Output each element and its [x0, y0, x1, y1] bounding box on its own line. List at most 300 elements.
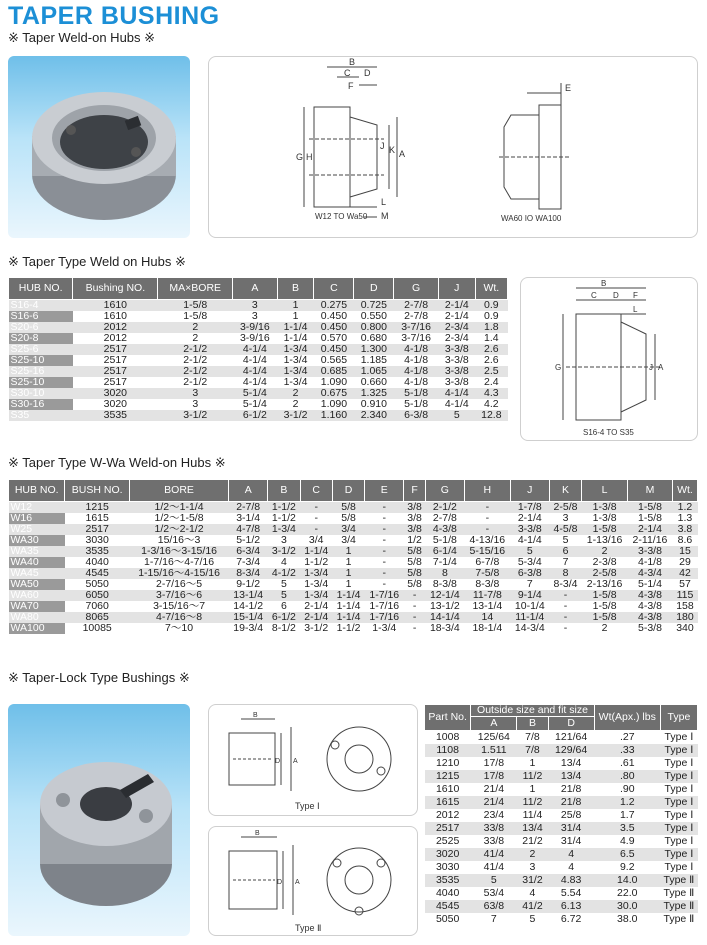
taper-weld-hub-table	[8, 277, 508, 421]
table-cell: 4-3/8	[628, 612, 673, 623]
table-cell: S16-4	[9, 300, 73, 312]
table-cell: 5	[510, 546, 549, 557]
table-cell: -	[485, 512, 490, 524]
table-header-cell: Wt.	[672, 480, 697, 502]
table-cell: 21/8	[548, 796, 594, 809]
table-cell: 8-3/8	[432, 578, 457, 590]
table-cell: 4.9	[619, 834, 635, 847]
table-cell: S35	[9, 410, 73, 421]
table-subheader-cell: B	[517, 717, 548, 731]
table-cell: 0.725	[354, 300, 394, 312]
table-cell: 5/8	[404, 546, 426, 557]
table-cell: 6-3/4	[229, 546, 268, 557]
table-header-cell: E	[365, 480, 404, 502]
table-cell: S16-6	[9, 311, 73, 322]
table-cell: 2-1/4	[304, 600, 329, 612]
table-cell: 6-1/2	[268, 612, 300, 623]
table-cell: 1-5/8	[183, 310, 208, 322]
table-cell: -	[382, 534, 386, 546]
table-cell: 41/4	[483, 860, 505, 873]
table-cell: 12-1/4	[425, 590, 464, 601]
table-cell: 3-1/4	[236, 512, 261, 524]
table-cell: 1-3/4	[300, 568, 332, 579]
table-cell: 1-13/16	[586, 534, 623, 546]
table-cell: 2.6	[475, 344, 507, 355]
table-cell: -	[365, 524, 404, 535]
table-cell: 13-1/4	[472, 600, 503, 612]
table-cell: Type Ⅰ	[664, 756, 694, 769]
table-cell: 10085	[82, 622, 112, 634]
table-cell: 12.8	[475, 410, 507, 421]
table-cell: 2-7/8	[394, 300, 439, 312]
table-cell: 5/8	[407, 578, 422, 590]
table-cell: 1210	[435, 756, 460, 769]
table-cell: 31/4	[548, 822, 594, 835]
table-cell: 8-3/4	[553, 578, 578, 590]
table-cell: 3535	[73, 410, 158, 421]
table-cell: 4040	[435, 886, 460, 899]
table-cell: 2525	[435, 834, 460, 847]
table-cell: 2-7/16～5	[155, 578, 203, 590]
table-cell: 23/4	[483, 808, 505, 821]
table-cell: 6.13	[548, 900, 594, 913]
table-cell: 2.5	[475, 366, 507, 377]
dim-e-label: E	[565, 83, 572, 93]
table-cell: 1-3/4	[268, 524, 300, 535]
table-cell: 3-7/16	[394, 322, 439, 333]
table-cell: 5050	[435, 912, 460, 925]
table-cell: 2	[192, 332, 199, 344]
table-cell: 63/8	[471, 900, 517, 913]
s-dim-c-label: C	[591, 291, 597, 300]
table-cell: 6-3/8	[510, 568, 549, 579]
dim-j-label: J	[380, 141, 385, 151]
table-cell: 2-13/16	[586, 578, 623, 590]
table-cell: Type Ⅰ	[664, 730, 694, 743]
table-cell: 1-1/4	[332, 612, 364, 623]
table-cell: 5-1/8	[394, 388, 439, 399]
table-cell: 1	[345, 556, 352, 568]
section-heading-weld-on-hubs: ※ Taper Weld-on Hubs ※	[8, 30, 156, 45]
table-cell: 6050	[65, 590, 130, 601]
table-cell: 41/4	[471, 848, 517, 861]
table-cell: 6.5	[594, 848, 660, 861]
table-cell: 5-1/4	[233, 388, 278, 399]
table-cell: 129/64	[548, 744, 594, 757]
table-cell: 1-1/4	[277, 322, 314, 333]
table-cell: S20-8	[9, 333, 73, 344]
table-cell: -	[382, 578, 386, 590]
table-cell: 2-7/8	[229, 502, 268, 514]
table-row	[425, 809, 698, 822]
table-cell: 2012	[435, 808, 460, 821]
table-cell: 1-15/16～4-15/16	[129, 568, 228, 579]
table-cell: 4-3/8	[425, 524, 464, 535]
table-row	[425, 757, 698, 770]
type1-drawing-panel	[208, 704, 418, 816]
table-cell: 4-1/8	[638, 556, 662, 568]
table-cell: 1.511	[471, 744, 517, 757]
table-cell: 2517	[103, 376, 128, 388]
table-header-cell: HUB NO.	[9, 278, 73, 300]
table-cell: Type Ⅰ	[664, 834, 694, 847]
table-cell: 3-9/16	[233, 322, 278, 333]
section-heading-taper-lock: ※ Taper-Lock Type Bushings ※	[8, 670, 190, 685]
section-heading-taper-weld-hubs: ※ Taper Type Weld on Hubs ※	[8, 254, 186, 269]
page-title: TAPER BUSHING	[8, 2, 220, 30]
table-header-cell: Type	[660, 705, 697, 731]
dim-g-label: G	[296, 152, 304, 162]
table-row	[425, 848, 698, 861]
table-cell: 1-1/2	[268, 502, 300, 514]
table-cell: 1108	[425, 744, 471, 757]
table-row	[425, 835, 698, 848]
table-cell: 1-1/4	[332, 590, 364, 601]
table-cell: 1-1/4	[336, 600, 361, 612]
table-header-cell: MA×BORE	[158, 278, 233, 300]
table-cell: WA60	[9, 590, 65, 601]
table-cell: 6-3/8	[394, 410, 439, 421]
t2-dim-d-label: D	[277, 879, 283, 886]
table-cell: -	[464, 524, 510, 535]
table-cell: 5-1/8	[404, 398, 429, 410]
caption-wa60-wa100: WA60 IO WA100	[501, 214, 562, 223]
table-cell: 3020	[103, 398, 128, 410]
table-header-cell: HUB NO.	[9, 480, 65, 502]
table-cell: 2-1/4	[628, 524, 673, 535]
table-cell: W12	[9, 502, 65, 514]
table-cell: 2.4	[484, 376, 499, 388]
table-row	[9, 623, 698, 634]
table-row	[425, 783, 698, 796]
table-cell: 3-3/8	[628, 546, 673, 557]
table-cell: 13-1/4	[229, 590, 268, 601]
table-cell: 1610	[435, 782, 460, 795]
table-cell: 1/2～2-1/2	[129, 524, 228, 535]
table-cell: 5-3/8	[638, 622, 662, 634]
table-cell: 21/4	[471, 796, 517, 809]
table-row	[425, 874, 698, 887]
table-cell: 42	[672, 568, 697, 579]
table-cell: S20-6	[9, 322, 73, 333]
table-cell: -	[382, 512, 386, 524]
table-cell: W25	[9, 524, 65, 535]
table-header-cell: C	[300, 480, 332, 502]
table-cell: 3/8	[407, 512, 422, 524]
table-cell: 3-7/16～6	[129, 590, 228, 601]
table-header-cell: J	[438, 278, 475, 300]
table-cell: 18-3/4	[429, 622, 460, 634]
table-cell: 0.450	[314, 344, 354, 355]
table-cell: 0.275	[314, 300, 354, 312]
table-cell: 1215	[425, 770, 471, 783]
table-cell: 3-1/2	[277, 410, 314, 421]
table-cell: 2-1/4	[444, 310, 469, 322]
table-header-cell: A	[233, 278, 278, 300]
table-cell: 25/8	[560, 808, 582, 821]
table-cell: 3	[562, 512, 569, 524]
table-cell: 7/8	[517, 744, 548, 757]
table-cell: 0.9	[475, 300, 507, 312]
table-cell: 17/8	[483, 756, 505, 769]
table-cell: 1	[292, 310, 299, 322]
table-header-cell: BORE	[129, 480, 228, 502]
table-cell: 4-1/4	[444, 398, 469, 410]
table-cell: 5-15/16	[464, 546, 510, 557]
s-dim-b-label: B	[601, 279, 607, 288]
table-cell: 4-3/8	[638, 600, 662, 612]
table-header-cell: Bushing NO.	[73, 278, 158, 300]
dim-f-label: F	[348, 81, 354, 91]
table-cell: 1-3/4	[283, 376, 308, 388]
t2-dim-a-label: A	[295, 879, 300, 886]
s-hub-drawing	[521, 278, 699, 442]
table-row	[425, 822, 698, 835]
table-cell: 7	[562, 556, 569, 568]
table-cell: 13/4	[517, 822, 548, 835]
table-cell: 0.570	[320, 332, 348, 344]
table-cell: -	[549, 590, 581, 601]
table-cell: 14.0	[594, 874, 660, 887]
table-header-cell: C	[314, 278, 354, 300]
t1-dim-b-label: B	[253, 712, 258, 719]
table-header-cell: G	[425, 480, 464, 502]
table-cell: 2-1/2	[183, 376, 208, 388]
table-cell: 5-1/8	[432, 534, 457, 546]
table-cell: 1-3/8	[582, 502, 628, 514]
table-cell: 1008	[435, 730, 460, 743]
hub-photo	[8, 56, 190, 238]
table-cell: WA30	[9, 535, 65, 546]
table-cell: 17/8	[471, 770, 517, 783]
table-row	[425, 796, 698, 809]
table-cell: 0.9	[484, 310, 499, 322]
table-cell: Type Ⅱ	[660, 900, 697, 913]
table-cell: S30-10	[9, 388, 73, 399]
table-cell: 1.300	[354, 344, 394, 355]
dim-k-label: K	[389, 145, 396, 155]
table-row	[425, 913, 698, 926]
type2-caption: Type Ⅱ	[295, 923, 322, 933]
table-cell: 11/4	[522, 808, 543, 821]
table-cell: Type Ⅱ	[663, 886, 695, 899]
table-cell: 4-3/4	[628, 568, 673, 579]
table-cell: -	[549, 612, 581, 623]
table-cell: 3535	[425, 874, 471, 887]
table-cell: 3-3/8	[444, 376, 469, 388]
table-cell: 1-3/8	[592, 512, 617, 524]
table-cell: 38.0	[617, 912, 638, 925]
table-cell: 0.450	[314, 322, 354, 333]
dim-m-label: M	[381, 211, 389, 221]
table-cell: -	[404, 612, 426, 623]
dim-d-label: D	[364, 68, 371, 78]
table-cell: 0.450	[320, 310, 348, 322]
table-cell: 5	[529, 912, 536, 925]
table-cell: 14	[464, 612, 510, 623]
table-header-cell: BUSH NO.	[65, 480, 130, 502]
table-cell: 21/2	[522, 834, 543, 847]
table-cell: 2517	[65, 524, 130, 535]
table-cell: 1-3/4	[283, 354, 308, 366]
table-cell: 1-5/8	[582, 612, 628, 623]
table-header-cell: A	[229, 480, 268, 502]
table-cell: 13/4	[548, 770, 594, 783]
table-cell: 2	[601, 622, 608, 634]
table-cell: 29	[679, 556, 691, 568]
table-header-cell: D	[354, 278, 394, 300]
table-cell: -	[365, 502, 404, 514]
table-cell: 1610	[73, 300, 158, 312]
table-row	[425, 861, 698, 874]
table-cell: 1-3/4	[300, 590, 332, 601]
table-cell: 7-5/8	[464, 568, 510, 579]
table-cell: 7/8	[525, 730, 540, 743]
table-cell: 2-3/8	[592, 556, 617, 568]
table-cell: S25-16	[9, 366, 73, 377]
table-cell: 2.6	[484, 354, 499, 366]
weld-on-hub-image	[8, 56, 190, 238]
table-cell: 4-1/2	[268, 568, 300, 579]
table-cell: 4-1/8	[404, 354, 429, 366]
table-cell: 4-3/8	[628, 590, 673, 601]
table-cell: 2517	[73, 366, 158, 377]
table-subheader-cell: D	[548, 717, 594, 731]
table-cell: 115	[672, 590, 697, 601]
table-cell: 3/8	[404, 502, 426, 514]
table-cell: 2-3/4	[444, 332, 469, 344]
table-cell: 4-1/4	[517, 534, 542, 546]
table-cell: -	[563, 622, 568, 634]
table-cell: 18-1/4	[472, 622, 503, 634]
table-cell: 9.2	[619, 860, 635, 873]
table-cell: 6.72	[560, 912, 582, 925]
table-cell: 10-1/4	[514, 600, 545, 612]
table-cell: 121/64	[555, 730, 588, 743]
table-cell: 3030	[85, 534, 109, 546]
table-cell: 1-3/16～3-15/16	[129, 546, 228, 557]
table-cell: 57	[679, 578, 691, 590]
table-cell: 2-1/4	[438, 300, 475, 312]
table-cell: 4040	[85, 556, 109, 568]
table-cell: 3-9/16	[239, 332, 270, 344]
table-row	[9, 300, 508, 312]
table-cell: 4	[529, 886, 536, 899]
table-cell: 1	[277, 300, 314, 312]
table-cell: 4.3	[475, 388, 507, 399]
table-cell: Type Ⅰ	[660, 848, 697, 861]
table-cell: 2-1/4	[300, 612, 332, 623]
table-cell: 4-7/16～8	[129, 612, 228, 623]
table-cell: 0.910	[360, 398, 387, 410]
table-cell: 3	[251, 310, 258, 322]
caption-w12-wa50: W12 TO Wa50	[315, 212, 368, 221]
table-cell: 2012	[73, 322, 158, 333]
table-cell: 2	[517, 848, 548, 861]
table-cell: 7	[526, 578, 533, 590]
table-cell: 4545	[425, 900, 471, 913]
table-cell: 3535	[65, 546, 130, 557]
table-cell: 5	[562, 534, 569, 546]
table-cell: 5/8	[407, 556, 422, 568]
table-cell: 1-5/8	[592, 600, 617, 612]
table-cell: 1-1/4	[283, 332, 308, 344]
table-cell: 21/4	[483, 782, 505, 795]
table-header-cell: D	[332, 480, 364, 502]
table-cell: 1/2～1-1/4	[129, 502, 228, 514]
table-cell: Type Ⅰ	[660, 770, 697, 783]
table-cell: 5050	[85, 578, 109, 590]
table-cell: 3-3/8	[444, 354, 469, 366]
table-cell: 1-5/8	[158, 300, 233, 312]
section-heading-w-wa-hubs: ※ Taper Type W-Wa Weld-on Hubs ※	[8, 455, 226, 470]
table-cell: 11-7/8	[464, 590, 510, 601]
table-cell: 0.565	[320, 354, 348, 366]
table-cell: 4.2	[484, 398, 499, 410]
table-cell: 4545	[65, 568, 130, 579]
table-cell: Type Ⅰ	[664, 782, 694, 795]
table-cell: 1.090	[320, 376, 348, 388]
table-cell: 1-3/4	[277, 344, 314, 355]
table-cell: -	[365, 546, 404, 557]
table-header-cell: H	[464, 480, 510, 502]
table-cell: 1.3	[677, 512, 693, 524]
dim-c-label: C	[344, 68, 351, 78]
table-cell: 4	[568, 860, 575, 873]
table-cell: 3/4	[341, 534, 356, 546]
table-cell: 0.680	[360, 332, 387, 344]
table-cell: Type Ⅰ	[660, 822, 697, 835]
table-cell: 13/4	[560, 756, 582, 769]
table-cell: 4-1/8	[404, 376, 429, 388]
table-row	[9, 410, 508, 421]
table-cell: 14-1/4	[425, 612, 464, 623]
table-cell: 4-1/8	[394, 344, 439, 355]
dim-l-label: L	[381, 197, 387, 207]
table-cell: 1-5/8	[582, 590, 628, 601]
table-cell: 6-7/8	[475, 556, 500, 568]
table-cell: 3-15/16～7	[153, 600, 206, 612]
table-cell: 3	[529, 860, 536, 873]
type2-drawing	[209, 827, 419, 937]
table-cell: 4-7/8	[229, 524, 268, 535]
table-cell: 1-1/4	[300, 546, 332, 557]
t1-dim-a-label: A	[293, 758, 298, 765]
table-cell: 4.83	[548, 874, 594, 887]
table-cell: 30.0	[594, 900, 660, 913]
table-cell: 3-1/2	[304, 622, 329, 634]
table-header-cell: Wt.	[475, 278, 507, 300]
s-dim-f-label: F	[633, 291, 638, 300]
table-cell: 1/2	[407, 534, 422, 546]
table-cell: 1	[332, 568, 364, 579]
table-cell: 1.185	[360, 354, 387, 366]
table-cell: -	[365, 568, 404, 579]
table-cell: 2517	[103, 354, 128, 366]
table-cell: -	[563, 600, 568, 612]
table-cell: 7～10	[165, 622, 194, 634]
table-cell: 4-1/4	[242, 376, 267, 388]
taper-lock-photo	[8, 704, 190, 936]
table-cell: 1	[345, 578, 352, 590]
table-cell: 8	[425, 568, 464, 579]
table-cell: 15	[672, 546, 697, 557]
table-cell: 1.2	[672, 502, 697, 514]
s-dim-d-label: D	[613, 291, 619, 300]
table-cell: 1.8	[475, 322, 507, 333]
table-cell: 7	[490, 912, 497, 925]
table-cell: -	[300, 502, 332, 514]
